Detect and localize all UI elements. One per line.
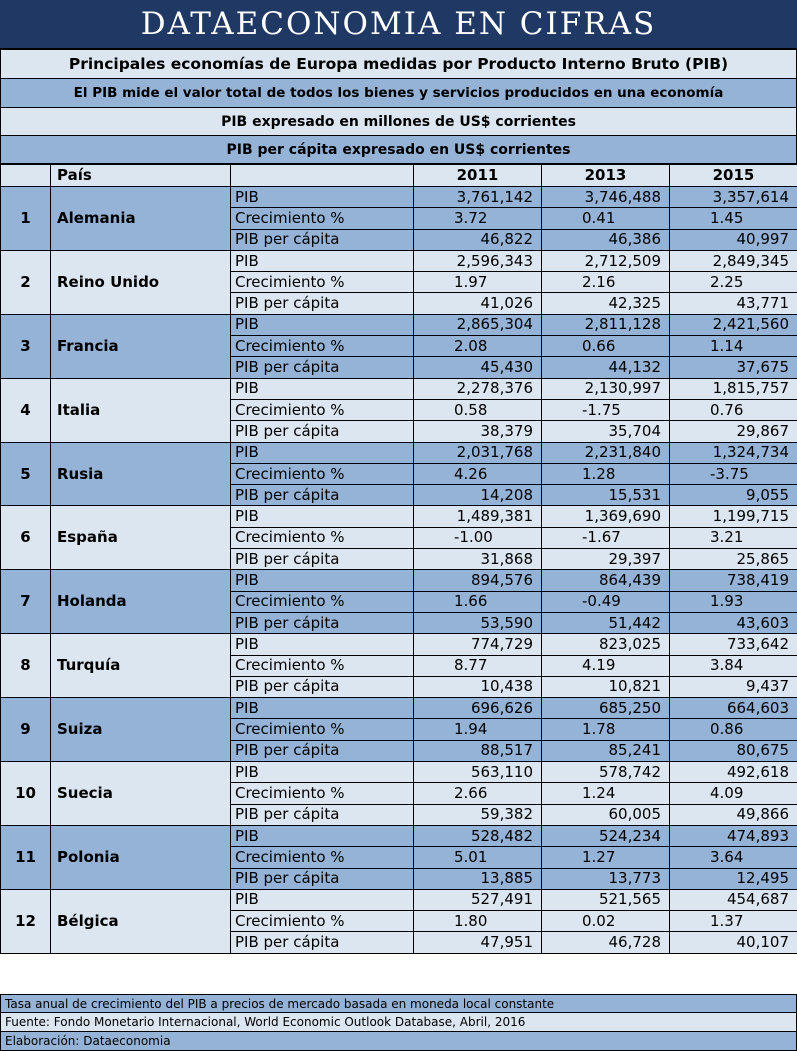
value-cell: 474,893 [670, 825, 797, 846]
value-cell: 46,822 [414, 229, 542, 250]
value-cell: 12,495 [670, 868, 797, 889]
metric-label: Crecimiento % [231, 591, 414, 612]
metric-label: PIB per cápita [231, 612, 414, 633]
country-name: Suiza [51, 698, 231, 762]
value-cell: 664,603 [670, 698, 797, 719]
metric-label: PIB per cápita [231, 293, 414, 314]
value-cell: 40,107 [670, 932, 797, 953]
country-name: Polonia [51, 825, 231, 889]
metric-label: PIB per cápita [231, 229, 414, 250]
value-cell: -0.49 [542, 591, 670, 612]
value-cell: 2.25 [670, 272, 797, 293]
country-name: Italia [51, 378, 231, 442]
rank-cell: 12 [1, 889, 51, 953]
value-cell: 1,489,381 [414, 506, 542, 527]
metric-label: PIB per cápita [231, 485, 414, 506]
metric-label: PIB [231, 570, 414, 591]
value-cell: 1.28 [542, 463, 670, 484]
rank-cell: 6 [1, 506, 51, 570]
value-cell: 29,867 [670, 421, 797, 442]
value-cell: 2,278,376 [414, 378, 542, 399]
value-cell: 13,885 [414, 868, 542, 889]
metric-label: PIB per cápita [231, 421, 414, 442]
value-cell: 0.58 [414, 399, 542, 420]
value-cell: 53,590 [414, 612, 542, 633]
value-cell: 2,849,345 [670, 250, 797, 271]
value-cell: -3.75 [670, 463, 797, 484]
value-cell: 1,324,734 [670, 442, 797, 463]
value-cell: 46,386 [542, 229, 670, 250]
table-row [1, 378, 797, 399]
value-cell: 9,437 [670, 676, 797, 697]
value-cell: 29,397 [542, 549, 670, 570]
value-cell: 2.66 [414, 783, 542, 804]
value-cell: 2,865,304 [414, 314, 542, 335]
metric-label: Crecimiento % [231, 463, 414, 484]
value-cell: 1.66 [414, 591, 542, 612]
value-cell: 3.72 [414, 208, 542, 229]
value-cell: 894,576 [414, 570, 542, 591]
value-cell: 2,811,128 [542, 314, 670, 335]
value-cell: 1.80 [414, 911, 542, 932]
value-cell: 60,005 [542, 804, 670, 825]
value-cell: 44,132 [542, 357, 670, 378]
rank-cell: 1 [1, 187, 51, 251]
country-header: País [51, 165, 231, 187]
value-cell: 43,603 [670, 612, 797, 633]
metric-label: PIB [231, 314, 414, 335]
rank-cell: 9 [1, 698, 51, 762]
value-cell: 3.21 [670, 527, 797, 548]
source-note: Fuente: Fondo Monetario Internacional, World Economic Outlook Database, Abril, 2016 [0, 1013, 797, 1032]
rank-cell: 4 [1, 378, 51, 442]
country-name: Francia [51, 314, 231, 378]
value-cell: 3,357,614 [670, 187, 797, 208]
value-cell: 46,728 [542, 932, 670, 953]
value-cell: 2.08 [414, 336, 542, 357]
value-cell: -1.75 [542, 399, 670, 420]
value-cell: 88,517 [414, 740, 542, 761]
value-cell: 1.24 [542, 783, 670, 804]
value-cell: 1.94 [414, 719, 542, 740]
value-cell: 4.09 [670, 783, 797, 804]
pib-definition: El PIB mide el valor total de todos los bienes y servicios producidos en una economía [0, 79, 797, 108]
value-cell: 80,675 [670, 740, 797, 761]
table-row [1, 889, 797, 910]
metric-label: Crecimiento % [231, 336, 414, 357]
metric-label: Crecimiento % [231, 272, 414, 293]
value-cell: 13,773 [542, 868, 670, 889]
metric-label: PIB [231, 506, 414, 527]
table-row [1, 250, 797, 271]
value-cell: 528,482 [414, 825, 542, 846]
table-row [1, 570, 797, 591]
metric-label: PIB [231, 762, 414, 783]
value-cell: 527,491 [414, 889, 542, 910]
value-cell: 1.78 [542, 719, 670, 740]
year-header-2015: 2015 [670, 165, 797, 187]
value-cell: 1.14 [670, 336, 797, 357]
country-name: Rusia [51, 442, 231, 506]
metric-label: PIB per cápita [231, 549, 414, 570]
metric-label: PIB per cápita [231, 804, 414, 825]
value-cell: 563,110 [414, 762, 542, 783]
value-cell: 2,231,840 [542, 442, 670, 463]
value-cell: 15,531 [542, 485, 670, 506]
value-cell: 8.77 [414, 655, 542, 676]
value-cell: 37,675 [670, 357, 797, 378]
value-cell: 41,026 [414, 293, 542, 314]
value-cell: 0.66 [542, 336, 670, 357]
metric-label: PIB [231, 187, 414, 208]
value-cell: 9,055 [670, 485, 797, 506]
metric-label: PIB per cápita [231, 740, 414, 761]
growth-note: Tasa anual de crecimiento del PIB a precios de mercado basada en moneda local constante [0, 994, 797, 1013]
value-cell: 492,618 [670, 762, 797, 783]
country-name: Bélgica [51, 889, 231, 953]
gdp-table [0, 164, 797, 954]
value-cell: 524,234 [542, 825, 670, 846]
value-cell: 1.93 [670, 591, 797, 612]
metric-label: PIB per cápita [231, 932, 414, 953]
metric-label: PIB [231, 889, 414, 910]
metric-label: PIB [231, 825, 414, 846]
year-header-2011: 2011 [414, 165, 542, 187]
value-cell: 2,130,997 [542, 378, 670, 399]
metric-label: Crecimiento % [231, 911, 414, 932]
value-cell: 14,208 [414, 485, 542, 506]
value-cell: 3.84 [670, 655, 797, 676]
metric-label: Crecimiento % [231, 655, 414, 676]
country-name: Suecia [51, 762, 231, 826]
metric-label: PIB [231, 634, 414, 655]
value-cell: 733,642 [670, 634, 797, 655]
value-cell: 738,419 [670, 570, 797, 591]
rank-cell: 8 [1, 634, 51, 698]
table-row [1, 506, 797, 527]
value-cell: 521,565 [542, 889, 670, 910]
rank-cell: 2 [1, 250, 51, 314]
value-cell: 35,704 [542, 421, 670, 442]
metric-label: Crecimiento % [231, 719, 414, 740]
value-cell: 2.16 [542, 272, 670, 293]
value-cell: 823,025 [542, 634, 670, 655]
value-cell: 0.86 [670, 719, 797, 740]
value-cell: 38,379 [414, 421, 542, 442]
value-cell: 45,430 [414, 357, 542, 378]
metric-label: Crecimiento % [231, 783, 414, 804]
metric-label: PIB per cápita [231, 676, 414, 697]
table-row [1, 762, 797, 783]
metric-label: PIB per cápita [231, 357, 414, 378]
value-cell: 696,626 [414, 698, 542, 719]
metric-label: PIB [231, 250, 414, 271]
country-name: España [51, 506, 231, 570]
metric-label: Crecimiento % [231, 208, 414, 229]
value-cell: 47,951 [414, 932, 542, 953]
country-name: Turquía [51, 634, 231, 698]
rank-cell: 5 [1, 442, 51, 506]
rank-cell: 3 [1, 314, 51, 378]
value-cell: 685,250 [542, 698, 670, 719]
percapita-unit-note: PIB per cápita expresado en US$ corrientes [0, 136, 797, 164]
value-cell: 42,325 [542, 293, 670, 314]
value-cell: 10,821 [542, 676, 670, 697]
value-cell: -1.67 [542, 527, 670, 548]
rank-header [1, 165, 51, 187]
value-cell: 0.02 [542, 911, 670, 932]
value-cell: 10,438 [414, 676, 542, 697]
banner-title: DATAECONOMIA EN CIFRAS [0, 0, 797, 50]
value-cell: 1.37 [670, 911, 797, 932]
value-cell: 1.45 [670, 208, 797, 229]
value-cell: 4.26 [414, 463, 542, 484]
value-cell: 85,241 [542, 740, 670, 761]
table-row [1, 698, 797, 719]
rank-cell: 11 [1, 825, 51, 889]
table-row [1, 634, 797, 655]
metric-label: Crecimiento % [231, 847, 414, 868]
table-row [1, 187, 797, 208]
metric-label: PIB per cápita [231, 868, 414, 889]
metric-header [231, 165, 414, 187]
credit-note: Elaboración: Dataeconomia [0, 1032, 797, 1051]
value-cell: 578,742 [542, 762, 670, 783]
value-cell: 2,031,768 [414, 442, 542, 463]
country-name: Alemania [51, 187, 231, 251]
value-cell: 3,761,142 [414, 187, 542, 208]
value-cell: 1,369,690 [542, 506, 670, 527]
metric-label: Crecimiento % [231, 527, 414, 548]
value-cell: 59,382 [414, 804, 542, 825]
table-row [1, 442, 797, 463]
metric-label: PIB [231, 378, 414, 399]
value-cell: 31,868 [414, 549, 542, 570]
table-title: Principales economías de Europa medidas por Producto Interno Bruto (PIB) [0, 50, 797, 79]
metric-label: Crecimiento % [231, 399, 414, 420]
value-cell: 43,771 [670, 293, 797, 314]
value-cell: 454,687 [670, 889, 797, 910]
value-cell: 49,866 [670, 804, 797, 825]
pib-unit-note: PIB expresado en millones de US$ corrientes [0, 108, 797, 136]
table-row [1, 314, 797, 335]
value-cell: 864,439 [542, 570, 670, 591]
metric-label: PIB [231, 698, 414, 719]
country-name: Holanda [51, 570, 231, 634]
table-header-row [1, 165, 797, 187]
value-cell: 3,746,488 [542, 187, 670, 208]
value-cell: 2,712,509 [542, 250, 670, 271]
value-cell: 5.01 [414, 847, 542, 868]
value-cell: 40,997 [670, 229, 797, 250]
year-header-2013: 2013 [542, 165, 670, 187]
value-cell: 2,421,560 [670, 314, 797, 335]
rank-cell: 10 [1, 762, 51, 826]
value-cell: 774,729 [414, 634, 542, 655]
metric-label: PIB [231, 442, 414, 463]
value-cell: 3.64 [670, 847, 797, 868]
value-cell: 4.19 [542, 655, 670, 676]
value-cell: 1.97 [414, 272, 542, 293]
rank-cell: 7 [1, 570, 51, 634]
value-cell: 1.27 [542, 847, 670, 868]
value-cell: 1,199,715 [670, 506, 797, 527]
value-cell: -1.00 [414, 527, 542, 548]
country-name: Reino Unido [51, 250, 231, 314]
value-cell: 0.76 [670, 399, 797, 420]
value-cell: 2,596,343 [414, 250, 542, 271]
value-cell: 0.41 [542, 208, 670, 229]
table-row [1, 825, 797, 846]
value-cell: 51,442 [542, 612, 670, 633]
value-cell: 1,815,757 [670, 378, 797, 399]
value-cell: 25,865 [670, 549, 797, 570]
